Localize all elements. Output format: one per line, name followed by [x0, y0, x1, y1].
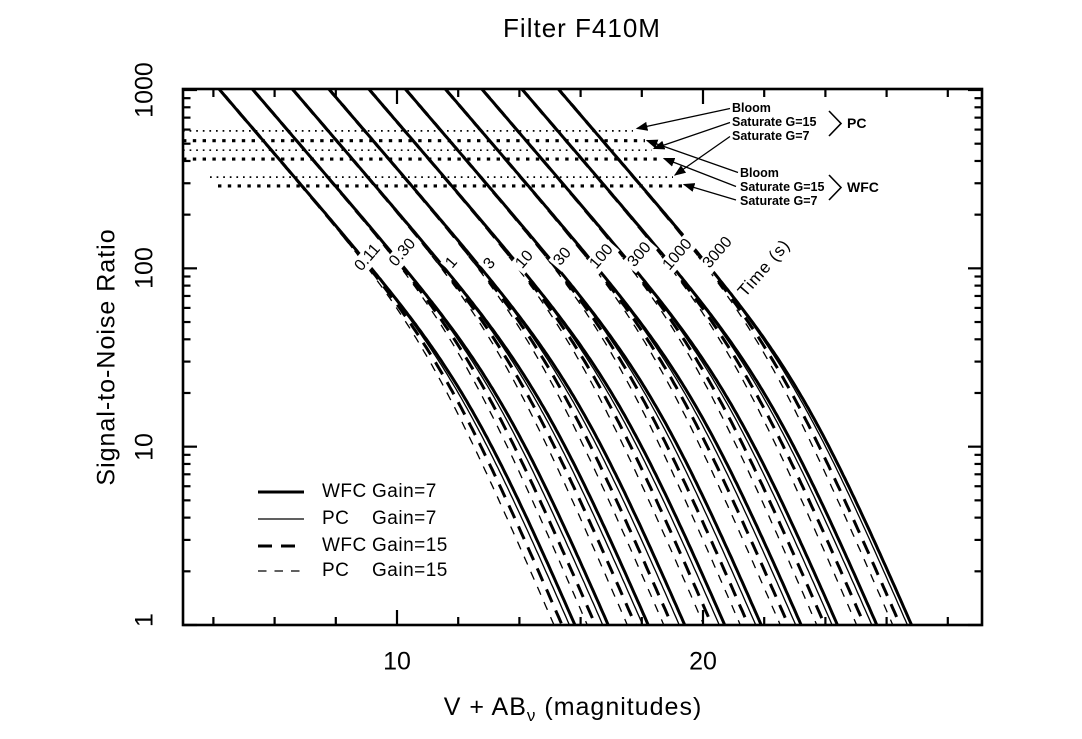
snr-curve-3000s-pc-gain-7: [496, 17, 918, 651]
legend-gain: Gain=7: [372, 508, 437, 529]
x-axis-title-units: (magnitudes): [544, 693, 703, 721]
time-curve-label-3000s: 3000: [698, 231, 739, 274]
snr-curve-3000s-wfc-gain-7: [496, 17, 922, 650]
x-axis-title-main: V + AB: [443, 693, 527, 721]
time-curve-label-0.30s: 0.30: [384, 233, 422, 273]
pc-saturation-labels: [732, 101, 816, 143]
pc-brace: [829, 111, 841, 136]
pc-sat-g15-label: Saturate G=15: [732, 115, 817, 129]
wfc-brace: [829, 175, 841, 200]
legend-camera: WFC: [322, 481, 367, 502]
annotation-arrow: [664, 159, 736, 187]
y-axis-title: Signal-to-Noise Ratio: [92, 228, 121, 486]
pc-bloom-label: Bloom: [732, 101, 771, 115]
time-curve-label-100s: 100: [584, 239, 619, 275]
pc-camera-label: PC: [847, 115, 867, 131]
annotation-arrow: [684, 185, 736, 201]
wfc-sat-g15-label: Saturate G=15: [740, 180, 825, 194]
snr-curve-1000s-wfc-gain-7: [459, 16, 887, 649]
y-tick-label-1: 1: [130, 613, 159, 627]
time-curve-label-3s: 3: [478, 252, 501, 275]
snr-curve-3000s-wfc-gain-15: [496, 17, 911, 651]
time-curve-label-1000s: 1000: [658, 233, 699, 276]
legend-camera: WFC: [322, 535, 367, 556]
chart-title: Filter F410M: [503, 13, 661, 43]
legend-gain: Gain=7: [372, 481, 437, 502]
time-curve-label-0.11s: 0.11: [349, 239, 386, 278]
y-tick-label-10: 10: [130, 433, 159, 461]
annotation-arrow: [675, 137, 730, 176]
legend-entry-pc-g15: [322, 560, 448, 582]
legend-camera: PC: [322, 508, 350, 529]
legend-gain: Gain=15: [372, 535, 448, 556]
y-tick-label-100: 100: [130, 247, 159, 289]
snr-curve-1000s-pc-gain-7: [459, 16, 881, 648]
legend-entry-wfc-g7: [322, 481, 437, 503]
legend-gain: Gain=15: [372, 560, 448, 581]
legend-entry-wfc-g15: [322, 535, 448, 557]
time-curve-label-1s: 1: [440, 251, 463, 274]
time-curve-label-300s: 300: [622, 237, 657, 273]
x-tick-label-10: 10: [383, 647, 411, 676]
snr-curve-0.11s-pc-gain-15: [177, 40, 564, 649]
annotation-arrow: [647, 141, 738, 173]
wfc-camera-label: WFC: [847, 179, 879, 195]
wfc-sat-g7-label: Saturate G=7: [740, 194, 818, 208]
time-axis-label: Time (s): [732, 233, 796, 303]
snr-curve-3000s-pc-gain-15: [496, 17, 904, 651]
time-curve-label-30s: 30: [548, 242, 577, 272]
wfc-saturation-labels: [740, 166, 824, 208]
pc-sat-g7-label: Saturate G=7: [732, 129, 810, 143]
y-tick-label-1000: 1000: [130, 62, 159, 118]
legend-entry-pc-g7: [322, 508, 437, 530]
time-curve-label-10s: 10: [510, 245, 539, 275]
wfc-bloom-label: Bloom: [740, 166, 779, 180]
x-axis-title-subscript: ν: [526, 706, 537, 725]
x-axis-title: [444, 693, 703, 726]
legend-camera: PC: [322, 560, 350, 581]
annotation-arrow: [637, 109, 730, 129]
x-tick-label-20: 20: [689, 647, 717, 676]
